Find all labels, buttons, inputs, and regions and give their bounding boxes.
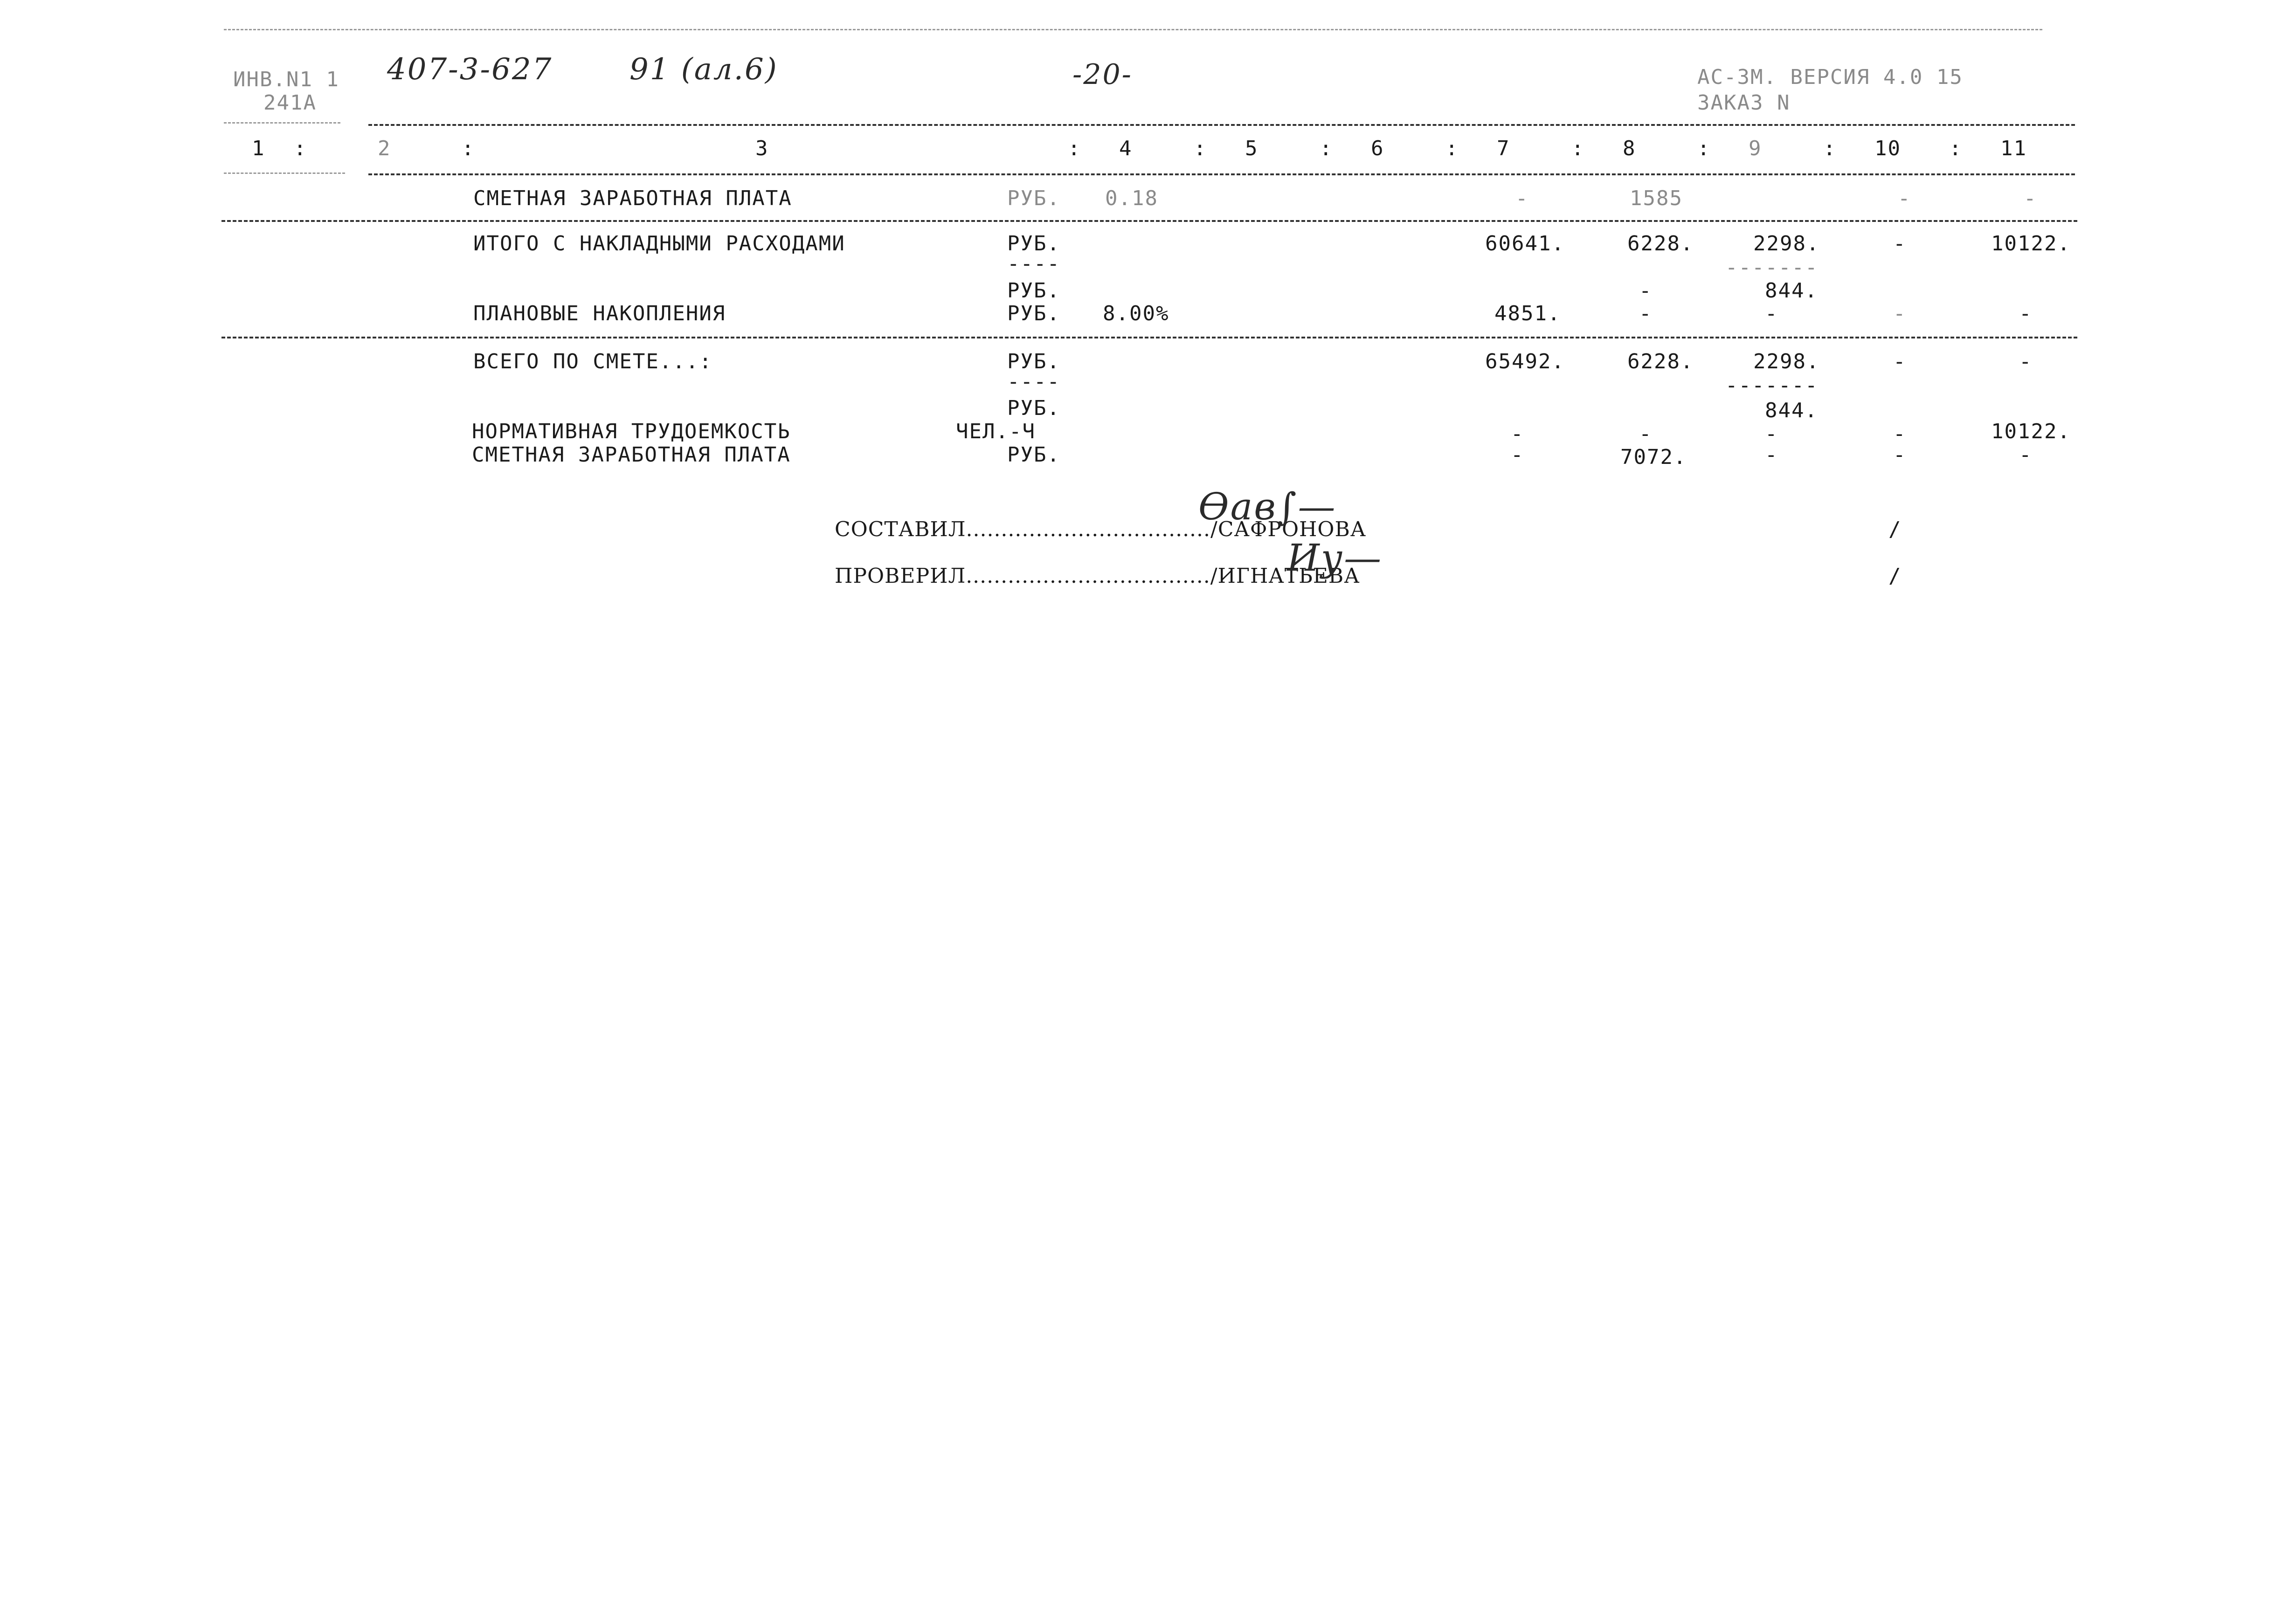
top-border-line [224, 29, 2042, 30]
col-9: 9 [1749, 137, 1762, 160]
inventory-label: ИНВ.N1 1 [233, 68, 339, 91]
row-col11: - [2019, 302, 2033, 325]
section-rule [221, 337, 2077, 338]
row-name: СМЕТНАЯ ЗАРАБОТНАЯ ПЛАТА [473, 186, 792, 210]
page-number: -20- [1072, 58, 1133, 91]
row-name: ВСЕГО ПО СМЕТЕ...: [473, 350, 712, 373]
row-col8: - [1639, 279, 1653, 303]
column-header-rule [368, 173, 2075, 175]
row-col7: 60641. [1485, 232, 1565, 255]
row-col4: 0.18 [1105, 186, 1158, 210]
col-6: 6 [1371, 137, 1384, 160]
row-col8: - [1639, 302, 1653, 325]
col-4: 4 [1119, 137, 1133, 160]
header-under-left [224, 122, 340, 124]
section-rule [221, 220, 2077, 222]
program-version: АС-3М. ВЕРСИЯ 4.0 15 [1697, 65, 1963, 89]
col-sep: : [1571, 137, 1585, 160]
unit-separator: ---- [1007, 370, 1060, 393]
checked-by-signature: Иу— [1287, 536, 1383, 580]
col-10: 10 [1874, 137, 1901, 160]
row-col10: - [1893, 302, 1907, 325]
row-unit: РУБ. [1007, 443, 1060, 467]
row-col9: 2298. [1753, 232, 1820, 255]
row-col7: - [1515, 186, 1529, 210]
row-unit: РУБ. [1007, 186, 1060, 210]
col-sep: : [294, 137, 307, 160]
col9-separator: ------- [1725, 373, 1819, 397]
compiled-by-line: СОСТАВИЛ.................................../САФРОНОВА [835, 518, 1367, 541]
row-col10: - [1893, 443, 1907, 467]
col9-separator: ------- [1725, 255, 1819, 279]
inventory-number: 241А [263, 91, 317, 115]
row-col9: - [1765, 443, 1778, 467]
row-col11: 10122. [1991, 232, 2071, 255]
row-name: ИТОГО С НАКЛАДНЫМИ РАСХОДАМИ [473, 232, 845, 255]
row-unit: РУБ. [1007, 350, 1060, 373]
row-col9: 844. [1765, 279, 1818, 303]
unit-separator: ---- [1007, 252, 1060, 276]
col-11: 11 [2000, 137, 2027, 160]
row-col8: 1585 [1630, 186, 1683, 210]
row-name: СМЕТНАЯ ЗАРАБОТНАЯ ПЛАТА [472, 443, 791, 467]
row-col8: 6228. [1627, 350, 1694, 373]
col-7: 7 [1497, 137, 1510, 160]
col-8: 8 [1623, 137, 1636, 160]
row-col11: - [2024, 186, 2037, 210]
row-unit: ЧЕЛ.-Ч [956, 420, 1036, 443]
col-5: 5 [1245, 137, 1259, 160]
row-unit: РУБ. [1007, 232, 1060, 255]
order-number-label: ЗАКАЗ N [1697, 91, 1791, 115]
column-header-under-left [224, 173, 345, 174]
row-col9: 2298. [1753, 350, 1820, 373]
row-col10: - [1898, 186, 1911, 210]
col-sep: : [1320, 137, 1333, 160]
row-col9: 844. [1765, 399, 1818, 422]
row-col10: - [1893, 232, 1907, 255]
row-col11: 10122. [1991, 420, 2071, 443]
col-sep: : [1697, 137, 1711, 160]
header-rule [368, 124, 2075, 126]
compiled-by-slash: / [1888, 518, 1902, 541]
col-sep: : [462, 137, 475, 160]
album-handwritten: 91 (ал.6) [629, 52, 778, 87]
row-name: НОРМАТИВНАЯ ТРУДОЕМКОСТЬ [472, 420, 791, 443]
row-col11: - [2019, 443, 2033, 467]
row-unit: РУБ. [1007, 302, 1060, 325]
row-col11: - [2019, 350, 2033, 373]
row-col7: 65492. [1485, 350, 1565, 373]
row-name: ПЛАНОВЫЕ НАКОПЛЕНИЯ [473, 302, 726, 325]
row-col8: 6228. [1627, 232, 1694, 255]
col-sep: : [1194, 137, 1207, 160]
row-unit: РУБ. [1007, 396, 1060, 420]
col-sep: : [1949, 137, 1963, 160]
col-sep: : [1823, 137, 1837, 160]
row-unit: РУБ. [1007, 279, 1060, 303]
row-col8: - [1639, 422, 1653, 446]
col-sep: : [1068, 137, 1081, 160]
col-2: 2 [378, 137, 391, 160]
row-col8: 7072. [1620, 445, 1687, 469]
row-col9: - [1765, 302, 1778, 325]
row-col9: - [1765, 422, 1778, 446]
row-col7: 4851. [1494, 302, 1561, 325]
col-1: 1 [252, 137, 265, 160]
project-code-handwritten: 407-3-627 [387, 52, 553, 87]
column-header-row [0, 133, 2296, 161]
checked-by-slash: / [1888, 564, 1902, 588]
compiled-by-signature: Ѳав∫— [1198, 485, 1337, 528]
col-sep: : [1445, 137, 1459, 160]
row-col10: - [1893, 350, 1907, 373]
checked-by-line: ПРОВЕРИЛ.................................../ИГНАТЬЕВА [835, 564, 1360, 588]
row-col4: 8.00% [1103, 302, 1169, 325]
row-col10: - [1893, 422, 1907, 446]
row-col7: - [1511, 443, 1524, 467]
col-3: 3 [755, 137, 769, 160]
row-col7: - [1511, 422, 1524, 446]
